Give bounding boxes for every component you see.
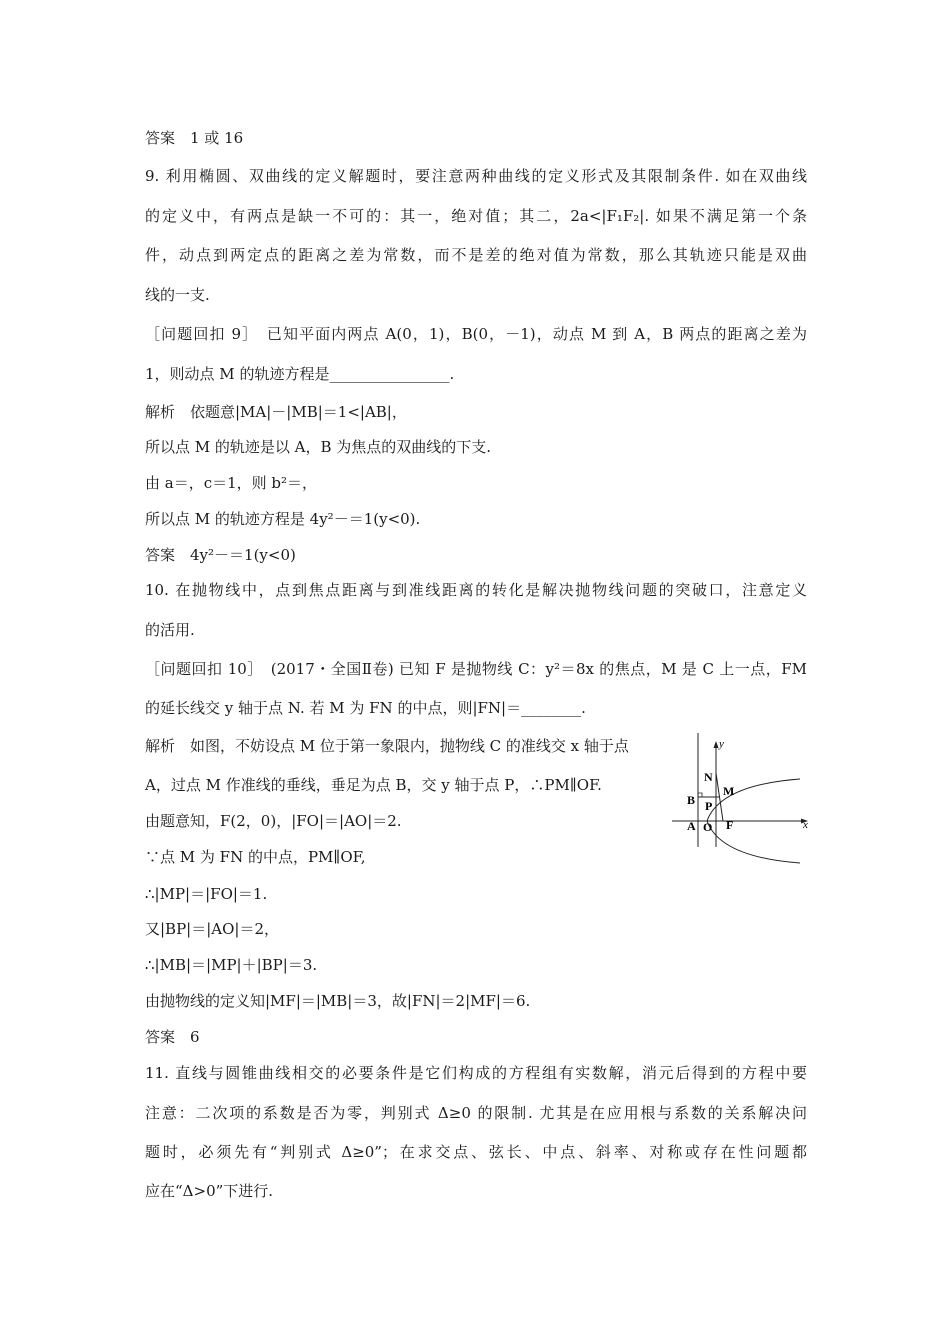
label-p: P (705, 799, 713, 813)
solution-9-line-3: 由 a＝，c＝1，则 b²＝， (145, 474, 318, 492)
label-o: O (703, 820, 713, 834)
answer-9: 答案 4y²－＝1(y<0) (145, 546, 296, 564)
point-11-line-2: 注意：二次项的系数是否为零，判别式 Δ≥0 的限制. 尤其是在应用根与系数的关系解决问 (145, 1104, 807, 1122)
solution-10-line-7: ∴|MB|＝|MP|＋|BP|＝3. (145, 956, 318, 974)
label-y: y (719, 738, 724, 750)
solution-9-line-2: 所以点 M 的轨迹是以 A，B 为焦点的双曲线的下支. (145, 438, 492, 456)
solution-10-line-1: 解析 如图，不妨设点 M 位于第一象限内，抛物线 C 的准线交 x 轴于点 (145, 737, 629, 755)
label-f: F (726, 818, 734, 832)
point-10-line-2: 的活用. (145, 621, 195, 639)
point-9-line-4: 线的一支. (145, 286, 210, 304)
label-x: x (803, 819, 808, 831)
point-9-line-1: 9. 利用椭圆、双曲线的定义解题时，要注意两种曲线的定义形式及其限制条件. 如在双曲线 (145, 167, 807, 185)
point-9-line-2: 的定义中，有两点是缺一不可的：其一，绝对值；其二，2a<|F₁F₂|. 如果不满足第一个条 (145, 207, 807, 225)
parabola-figure (672, 733, 812, 847)
right-angle-mark (698, 793, 702, 797)
parabola-diagram (672, 733, 812, 847)
point-11-line-4: 应在“Δ>0”下进行. (145, 1182, 274, 1200)
label-b: B (687, 793, 696, 807)
point-11-line-3: 题时，必须先有“判别式 Δ≥0”；在求交点、弦长、中点、斜率、对称或存在性问题都 (145, 1143, 807, 1161)
point-9-line-3: 件，动点到两定点的距离之差为常数，而不是差的绝对值为常数，那么其轨迹只能是双曲 (145, 246, 807, 264)
problem-9-line-2: 1，则动点 M 的轨迹方程是________________. (145, 365, 455, 383)
y-axis-arrow (714, 741, 719, 748)
label-n: N (704, 770, 713, 784)
answer-8: 答案 1 或 16 (145, 129, 244, 147)
solution-9-line-4: 所以点 M 的轨迹方程是 4y²－＝1(y<0). (145, 510, 421, 528)
solution-10-line-6: 又|BP|＝|AO|＝2， (145, 920, 280, 938)
label-a: A (687, 819, 696, 833)
solution-10-line-5: ∴|MP|＝|FO|＝1. (145, 885, 268, 903)
problem-9-line-1: ［问题回扣 9］ 已知平面内两点 A(0，1)，B(0，－1)，动点 M 到 A，B 两点的距离之差为 (145, 325, 807, 343)
solution-9-line-1: 解析 依题意|MA|－|MB|＝1<|AB|， (145, 403, 407, 421)
solution-10-line-4: ∵点 M 为 FN 的中点，PM∥OF, (145, 848, 366, 866)
solution-10-line-3: 由题意知，F(2，0)，|FO|＝|AO|＝2. (145, 812, 402, 830)
problem-10-line-2: 的延长线交 y 轴于点 N. 若 M 为 FN 的中点，则|FN|＝________. (145, 699, 586, 717)
label-m: M (723, 784, 735, 798)
solution-10-line-8: 由抛物线的定义知|MF|＝|MB|＝3，故|FN|＝2|MF|＝6. (145, 992, 531, 1010)
problem-10-line-1: ［问题回扣 10］ (2017・全国Ⅱ卷) 已知 F 是抛物线 C：y²＝8x 的焦点，M 是 C 上一点，FM (145, 660, 807, 678)
point-11-line-1: 11. 直线与圆锥曲线相交的必要条件是它们构成的方程组有实数解，消元后得到的方程中要 (145, 1064, 807, 1082)
point-10-line-1: 10. 在抛物线中，点到焦点距离与到准线距离的转化是解决抛物线问题的突破口，注意定义 (145, 581, 807, 599)
solution-10-line-2: A，过点 M 作准线的垂线，垂足为点 B，交 y 轴于点 P，∴PM∥OF. (145, 776, 602, 794)
answer-10: 答案 6 (145, 1028, 200, 1046)
